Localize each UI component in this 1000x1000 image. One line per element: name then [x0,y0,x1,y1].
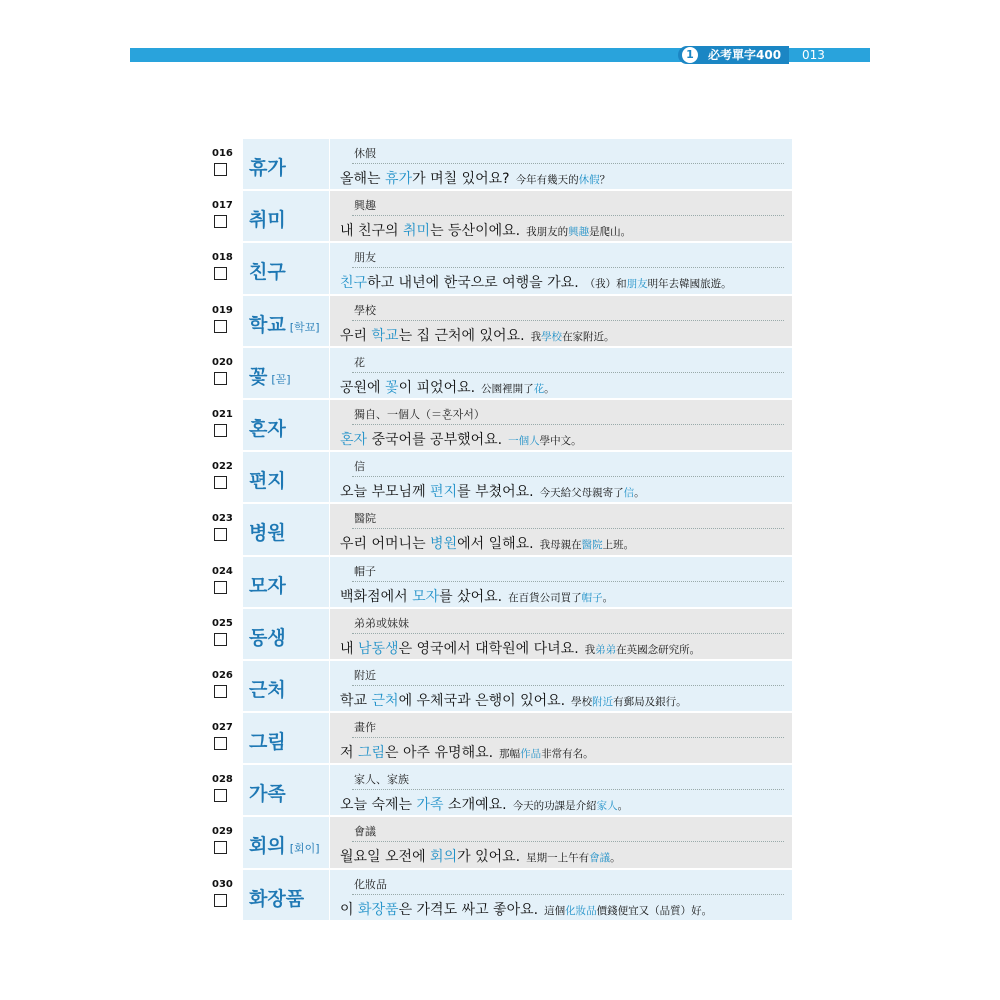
word-cell [243,870,329,920]
sentence-post: 소개예요. [443,797,507,814]
sentence-post: 에 우체국과 은행이 있어요. [398,692,566,709]
sentence-post: 가 있어요. [457,849,521,866]
sentence-highlight: 가족 [416,797,444,814]
korean-word [249,623,290,650]
sentence-highlight: 병원 [430,536,458,553]
checkbox[interactable] [214,685,227,698]
vocab-entry [208,609,792,661]
example-cell [330,870,792,920]
word-cell [243,400,329,450]
word-text: 모자 [249,574,286,597]
translation-post: 非常有名。 [541,748,594,761]
example-cell [330,557,792,607]
word-text: 취미 [249,209,286,232]
vocab-entry [208,713,792,765]
translation-post: 。 [634,487,645,500]
checkbox[interactable] [214,215,227,228]
entry-marker [208,139,243,191]
translation-highlight: 化妝品 [565,904,597,917]
sentence-post: 은 가격도 싸고 좋아요. [398,901,539,918]
translation-post: 有郵局及銀行。 [613,695,687,708]
word-text: 친구 [249,261,286,284]
entry-marker [208,557,243,609]
meaning: 會議 [354,825,376,839]
word-text: 편지 [249,470,286,493]
translation-post: 上班。 [602,539,635,552]
sentence-highlight: 회의 [430,849,458,866]
example-sentence [340,794,628,814]
sentence-highlight: 혼자 [340,431,368,448]
example-sentence [340,168,610,188]
translation-pre: （我）和 [584,278,627,291]
translation [516,174,611,186]
translation-post: ？ [599,174,611,186]
entry-marker [208,400,243,452]
sentence-pre: 우리 [340,327,372,344]
example-sentence [340,272,732,292]
example-cell [330,348,792,398]
entry-number: 024 [212,565,233,577]
translation-pre: 我朋友的 [526,226,569,239]
translation-highlight: 附近 [592,695,614,708]
korean-word [249,675,290,702]
word-text: 혼자 [249,417,286,440]
sentence-pre: 내 [340,640,358,657]
translation-highlight: 弟弟 [595,643,617,656]
translation-pre: 公園裡開了 [481,382,534,395]
translation-post: 是爬山。 [589,226,632,239]
chapter-label [678,46,789,64]
translation-highlight: 休假 [578,174,600,186]
translation-pre: 學校 [571,695,593,708]
word-text: 그림 [249,731,286,754]
checkbox[interactable] [214,581,227,594]
translation-post: 。 [602,591,614,604]
translation [544,905,712,917]
korean-word [249,884,308,911]
sentence-highlight: 편지 [430,484,458,501]
example-sentence [340,846,621,866]
word-text: 화장품 [249,887,305,910]
word-cell [243,348,329,398]
sentence-post: 은 영국에서 대학원에 다녀요. [398,640,579,657]
vocabulary-list [208,139,792,922]
korean-word [249,414,290,441]
translation-pre: 這個 [544,904,566,917]
word-cell [243,609,329,659]
meaning: 花 [354,355,365,369]
word-cell [243,817,329,867]
sentence-pre: 공원에 [340,379,386,396]
entry-number: 016 [212,148,233,159]
word-text: 회의 [249,835,286,858]
korean-word [249,153,290,180]
translation-highlight: 花 [533,382,545,395]
word-cell [243,191,329,241]
sentence-highlight: 근처 [371,692,399,709]
translation [571,696,687,708]
translation-highlight: 信 [623,487,635,500]
entry-number: 019 [212,304,233,316]
vocab-entry [208,452,792,504]
meaning: 獨自、一個人（＝혼자서） [354,407,485,421]
vocab-entry [208,191,792,243]
entry-marker [208,243,243,295]
example-sentence [340,325,615,345]
entry-number: 022 [212,461,233,473]
entry-marker [208,661,243,713]
divider [352,737,784,738]
checkbox[interactable] [214,320,227,333]
translation-highlight: 醫院 [581,539,603,552]
sentence-pre: 오늘 숙제는 [340,797,417,814]
example-cell [330,191,792,241]
translation-pre: 我母親在 [539,539,582,552]
divider [352,528,784,529]
translation-pre: 我 [530,330,542,343]
translation [508,592,613,604]
word-cell [243,765,329,815]
entry-number: 026 [212,669,233,681]
entry-number: 018 [212,252,233,264]
korean-word [249,779,290,806]
sentence-highlight: 그림 [357,745,386,762]
korean-word [249,310,320,337]
word-text: 꽃 [249,365,268,388]
sentence-pre: 오늘 부모님께 [340,484,431,501]
example-sentence [340,899,712,919]
example-cell [330,609,792,659]
example-cell [330,296,792,346]
sentence-post: 은 아주 유명해요. [385,745,494,762]
translation-post: 在家附近。 [562,330,615,343]
meaning: 信 [354,460,365,474]
word-text: 근처 [249,678,286,701]
example-cell [330,139,792,189]
divider [352,581,784,582]
translation [540,539,635,551]
sentence-post: 중국어를 공부했어요. [367,431,503,448]
korean-word [249,257,290,284]
example-sentence [340,586,613,606]
word-cell [243,713,329,763]
vocab-entry [208,765,792,817]
meaning: 弟弟或妹妹 [354,616,409,630]
translation-pre: 今天的功課是介紹 [512,800,597,813]
example-cell [330,765,792,815]
translation [481,383,555,395]
translation-post: 。 [617,800,629,813]
word-cell [243,452,329,502]
divider [352,215,784,216]
checkbox[interactable] [214,528,227,541]
vocab-entry [208,348,792,400]
translation-highlight: 會議 [589,852,611,865]
sentence-highlight: 모자 [412,588,440,605]
translation-post: 。 [544,382,555,395]
checkbox[interactable] [214,476,227,489]
meaning: 興趣 [354,199,376,213]
sentence-pre: 올해는 [340,171,386,187]
entry-number: 030 [212,878,233,890]
translation [531,331,615,343]
word-text: 학교 [249,313,286,336]
word-text: 가족 [249,783,286,806]
sentence-post: 가 며칠 있어요? [412,171,510,187]
translation-pre: 今天給父母親寄了 [539,487,624,500]
korean-word [249,831,320,858]
translation-pre: 那幅 [499,748,521,761]
checkbox[interactable] [214,789,227,802]
entry-marker [208,609,243,661]
sentence-highlight: 꽃 [385,379,399,396]
translation-post: 明年去韓國旅遊。 [647,278,732,291]
entry-number: 025 [212,617,233,629]
checkbox[interactable] [214,372,227,385]
translation [526,852,621,864]
entry-marker [208,817,243,869]
entry-marker [208,504,243,556]
word-cell [243,661,329,711]
translation-highlight: 作品 [520,748,542,761]
example-cell [330,504,792,554]
vocab-entry [208,400,792,452]
vocab-entry [208,661,792,713]
page-number: 013 [802,48,825,62]
korean-word [249,466,290,493]
divider [352,685,784,686]
divider [352,633,784,634]
translation-post: 價錢便宜又（品質）好。 [596,904,713,917]
checkbox[interactable] [214,894,227,907]
sentence-pre: 저 [340,745,358,762]
entry-number: 027 [212,722,233,734]
translation [585,644,701,656]
sentence-pre: 우리 어머니는 [340,536,431,553]
meaning: 休假 [354,147,376,160]
vocab-entry [208,557,792,609]
sentence-pre: 월요일 오전에 [340,849,431,866]
checkbox[interactable] [214,737,227,750]
meaning: 朋友 [354,251,376,265]
example-sentence [340,481,645,501]
checkbox[interactable] [214,633,227,646]
entry-marker [208,296,243,348]
entry-marker [208,191,243,243]
meaning: 醫院 [354,512,376,526]
entry-number: 023 [212,513,233,525]
word-cell [243,504,329,554]
divider [352,267,784,268]
word-cell [243,139,329,189]
korean-word [249,571,290,598]
translation [540,487,645,499]
sentence-highlight: 화장품 [357,901,399,918]
vocab-entry [208,296,792,348]
meaning: 帽子 [354,564,376,578]
sentence-pre: 내 친구의 [340,223,403,240]
entry-marker [208,765,243,817]
entry-number: 029 [212,826,233,838]
sentence-pre: 백화점에서 [340,588,413,605]
sentence-post: 이 피었어요. [398,379,476,396]
word-text: 병원 [249,522,286,545]
sentence-post: 를 부쳤어요. [457,484,534,501]
chapter-title: 必考單字400 [708,48,782,62]
word-text: 휴가 [249,157,286,179]
vocab-entry [208,504,792,556]
example-cell [330,817,792,867]
entry-marker [208,870,243,922]
translation [508,435,582,447]
translation [526,226,631,238]
meaning: 化妝品 [354,877,387,891]
translation-pre: 在百貨公司買了 [508,591,582,604]
example-cell [330,713,792,763]
word-cell [243,296,329,346]
example-sentence [340,742,594,762]
translation-pre: 我 [584,643,596,656]
divider [352,320,784,321]
example-sentence [340,533,634,553]
translation-highlight: 家人 [596,800,618,813]
korean-word [249,205,290,232]
pronunciation: [꼳] [271,372,291,386]
translation-post: 在英國念研究所。 [616,643,701,656]
divider [352,841,784,842]
vocab-entry [208,139,792,191]
translation-highlight: 學校 [541,330,563,343]
translation [585,278,732,290]
divider [352,894,784,895]
vocab-entry [208,870,792,922]
checkbox[interactable] [214,841,227,854]
entry-number: 017 [212,200,233,212]
translation-post: 。 [610,852,621,865]
sentence-highlight: 휴가 [385,171,413,187]
example-cell [330,452,792,502]
chapter-number: 1 [682,47,698,63]
sentence-post: 를 샀어요. [439,588,503,605]
sentence-post: 에서 일해요. [457,536,534,553]
korean-word [249,727,290,754]
translation-highlight: 一個人 [508,434,540,447]
sentence-highlight: 학교 [371,327,399,344]
entry-marker [208,348,243,400]
korean-word [249,518,290,545]
example-cell [330,243,792,293]
translation-post: 學中文。 [539,434,582,447]
entry-marker [208,713,243,765]
example-sentence [340,377,555,397]
example-sentence [340,429,582,449]
pronunciation: [회이] [289,842,320,856]
korean-word [249,362,291,389]
sentence-highlight: 남동생 [357,640,399,657]
sentence-highlight: 친구 [340,275,368,292]
meaning: 家人、家族 [354,773,409,787]
divider [352,163,784,164]
word-text: 동생 [249,626,286,649]
sentence-post: 는 등산이에요. [430,223,521,240]
example-cell [330,661,792,711]
entry-number: 020 [212,356,233,368]
sentence-pre: 이 [340,901,358,918]
sentence-highlight: 취미 [403,223,431,240]
translation-highlight: 興趣 [568,226,590,239]
checkbox[interactable] [214,267,227,280]
example-sentence [340,220,631,240]
entry-number: 028 [212,774,233,786]
translation-highlight: 帽子 [581,591,603,604]
checkbox[interactable] [214,163,227,176]
entry-number: 021 [212,408,233,420]
example-sentence [340,690,687,710]
sentence-post: 는 집 근처에 있어요. [398,327,525,344]
word-cell [243,557,329,607]
meaning: 學校 [354,303,376,317]
example-sentence [340,638,700,658]
divider [352,372,784,373]
meaning: 畫作 [354,721,376,735]
checkbox[interactable] [214,424,227,437]
meaning: 附近 [354,668,376,682]
divider [352,476,784,477]
translation-pre: 今年有幾天的 [515,174,579,186]
translation-highlight: 朋友 [626,278,648,291]
translation-pre: 星期一上午有 [526,852,590,865]
divider [352,424,784,425]
divider [352,789,784,790]
vocab-entry [208,243,792,295]
pronunciation: [학꾜] [289,320,320,334]
entry-marker [208,452,243,504]
translation [513,800,629,812]
sentence-post: 하고 내년에 한국으로 여행을 가요. [367,275,579,292]
word-cell [243,243,329,293]
vocab-entry [208,817,792,869]
translation [499,748,594,760]
sentence-pre: 학교 [340,692,372,709]
example-cell [330,400,792,450]
